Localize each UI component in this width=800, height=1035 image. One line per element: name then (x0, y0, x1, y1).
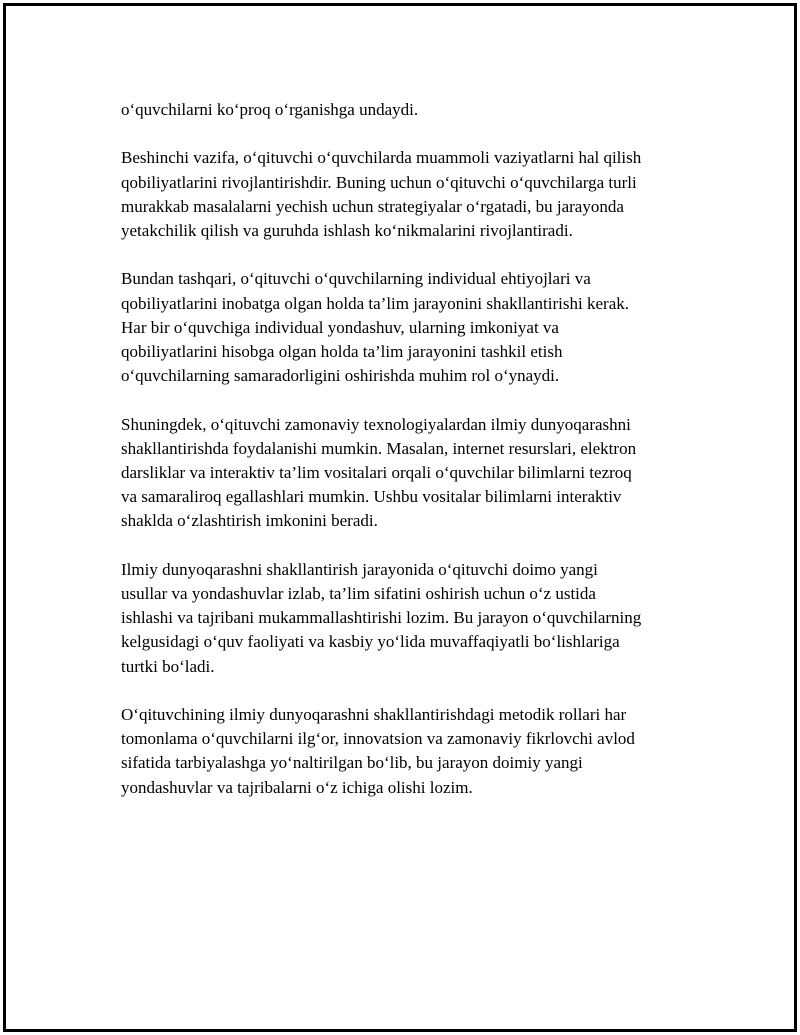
text-line: o‘quvchilarni ko‘proq o‘rganishga undaydi. (121, 100, 419, 119)
text-line: qobiliyatlarini inobatga olgan holda ta’lim jarayonini shakllantirishi kerak. (121, 293, 629, 313)
text-line: qobiliyatlarini hisobga olgan holda ta’lim jarayonini tashkil etish (121, 342, 563, 361)
text-line: shakllantirishda foydalanishi mumkin. Masalan, internet resurslari, elektron (121, 438, 637, 458)
paragraph-4 (121, 413, 701, 534)
document-page (3, 3, 797, 1032)
paragraph-2 (121, 146, 701, 243)
text-line: qobiliyatlarini rivojlantirishdir. Buning uchun o‘qituvchi o‘quvchilarga turli (121, 172, 637, 192)
text-line: o‘quvchilarning samaradorligini oshirishda muhim rol o‘ynaydi. (121, 366, 560, 386)
text-line: Bundan tashqari, o‘qituvchi o‘quvchilarning individual ehtiyojlari va (121, 269, 591, 289)
text-line: va samaraliroq egallashlari mumkin. Ushbu vositalar bilimlarni interaktiv (121, 487, 622, 507)
text-line: murakkab masalalarni yechish uchun strategiyalar o‘rgatadi, bu jarayonda (121, 196, 624, 216)
text-line: turtki bo‘ladi. (121, 656, 215, 676)
text-line: ishlashi va tajribani mukammallashtirishi lozim. Bu jarayon o‘quvchilarning (121, 608, 642, 628)
text-line: O‘qituvchining ilmiy dunyoqarashni shakllantirishdagi metodik rollari har (121, 705, 627, 724)
paragraph-6 (121, 703, 701, 800)
text-line: sifatida tarbiyalashga yo‘naltirilgan bo‘lib, bu jarayon doimiy yangi (121, 753, 583, 773)
text-line: Beshinchi vazifa, o‘qituvchi o‘quvchilarda muammoli vaziyatlarni hal qilish (121, 148, 642, 168)
paragraph-5 (121, 558, 701, 679)
text-line: Ilmiy dunyoqarashni shakllantirish jarayonida o‘qituvchi doimo yangi (121, 559, 598, 579)
paragraph-3 (121, 267, 701, 388)
document-body (121, 98, 701, 824)
text-line: Shuningdek, o‘qituvchi zamonaviy texnologiyalardan ilmiy dunyoqarashni (121, 414, 631, 434)
text-line: darsliklar va interaktiv ta’lim vositalari orqali o‘quvchilar bilimlarni tezroq (121, 463, 632, 482)
text-line: yondashuvlar va tajribalarni o‘z ichiga olishi lozim. (121, 777, 473, 797)
text-line: usullar va yondashuvlar izlab, ta’lim sifatini oshirish uchun o‘z ustida (121, 584, 596, 603)
text-line: Har bir o‘quvchiga individual yondashuv, ularning imkoniyat va (121, 317, 559, 337)
paragraph-1 (121, 98, 701, 122)
text-line: tomonlama o‘quvchilarni ilg‘or, innovatsion va zamonaviy fikrlovchi avlod (121, 729, 635, 749)
text-line: shaklda o‘zlashtirish imkonini beradi. (121, 511, 378, 531)
text-line: yetakchilik qilish va guruhda ishlash ko‘nikmalarini rivojlantiradi. (121, 221, 573, 240)
text-line: kelgusidagi o‘quv faoliyati va kasbiy yo‘lida muvaffaqiyatli bo‘lishlariga (121, 632, 620, 652)
